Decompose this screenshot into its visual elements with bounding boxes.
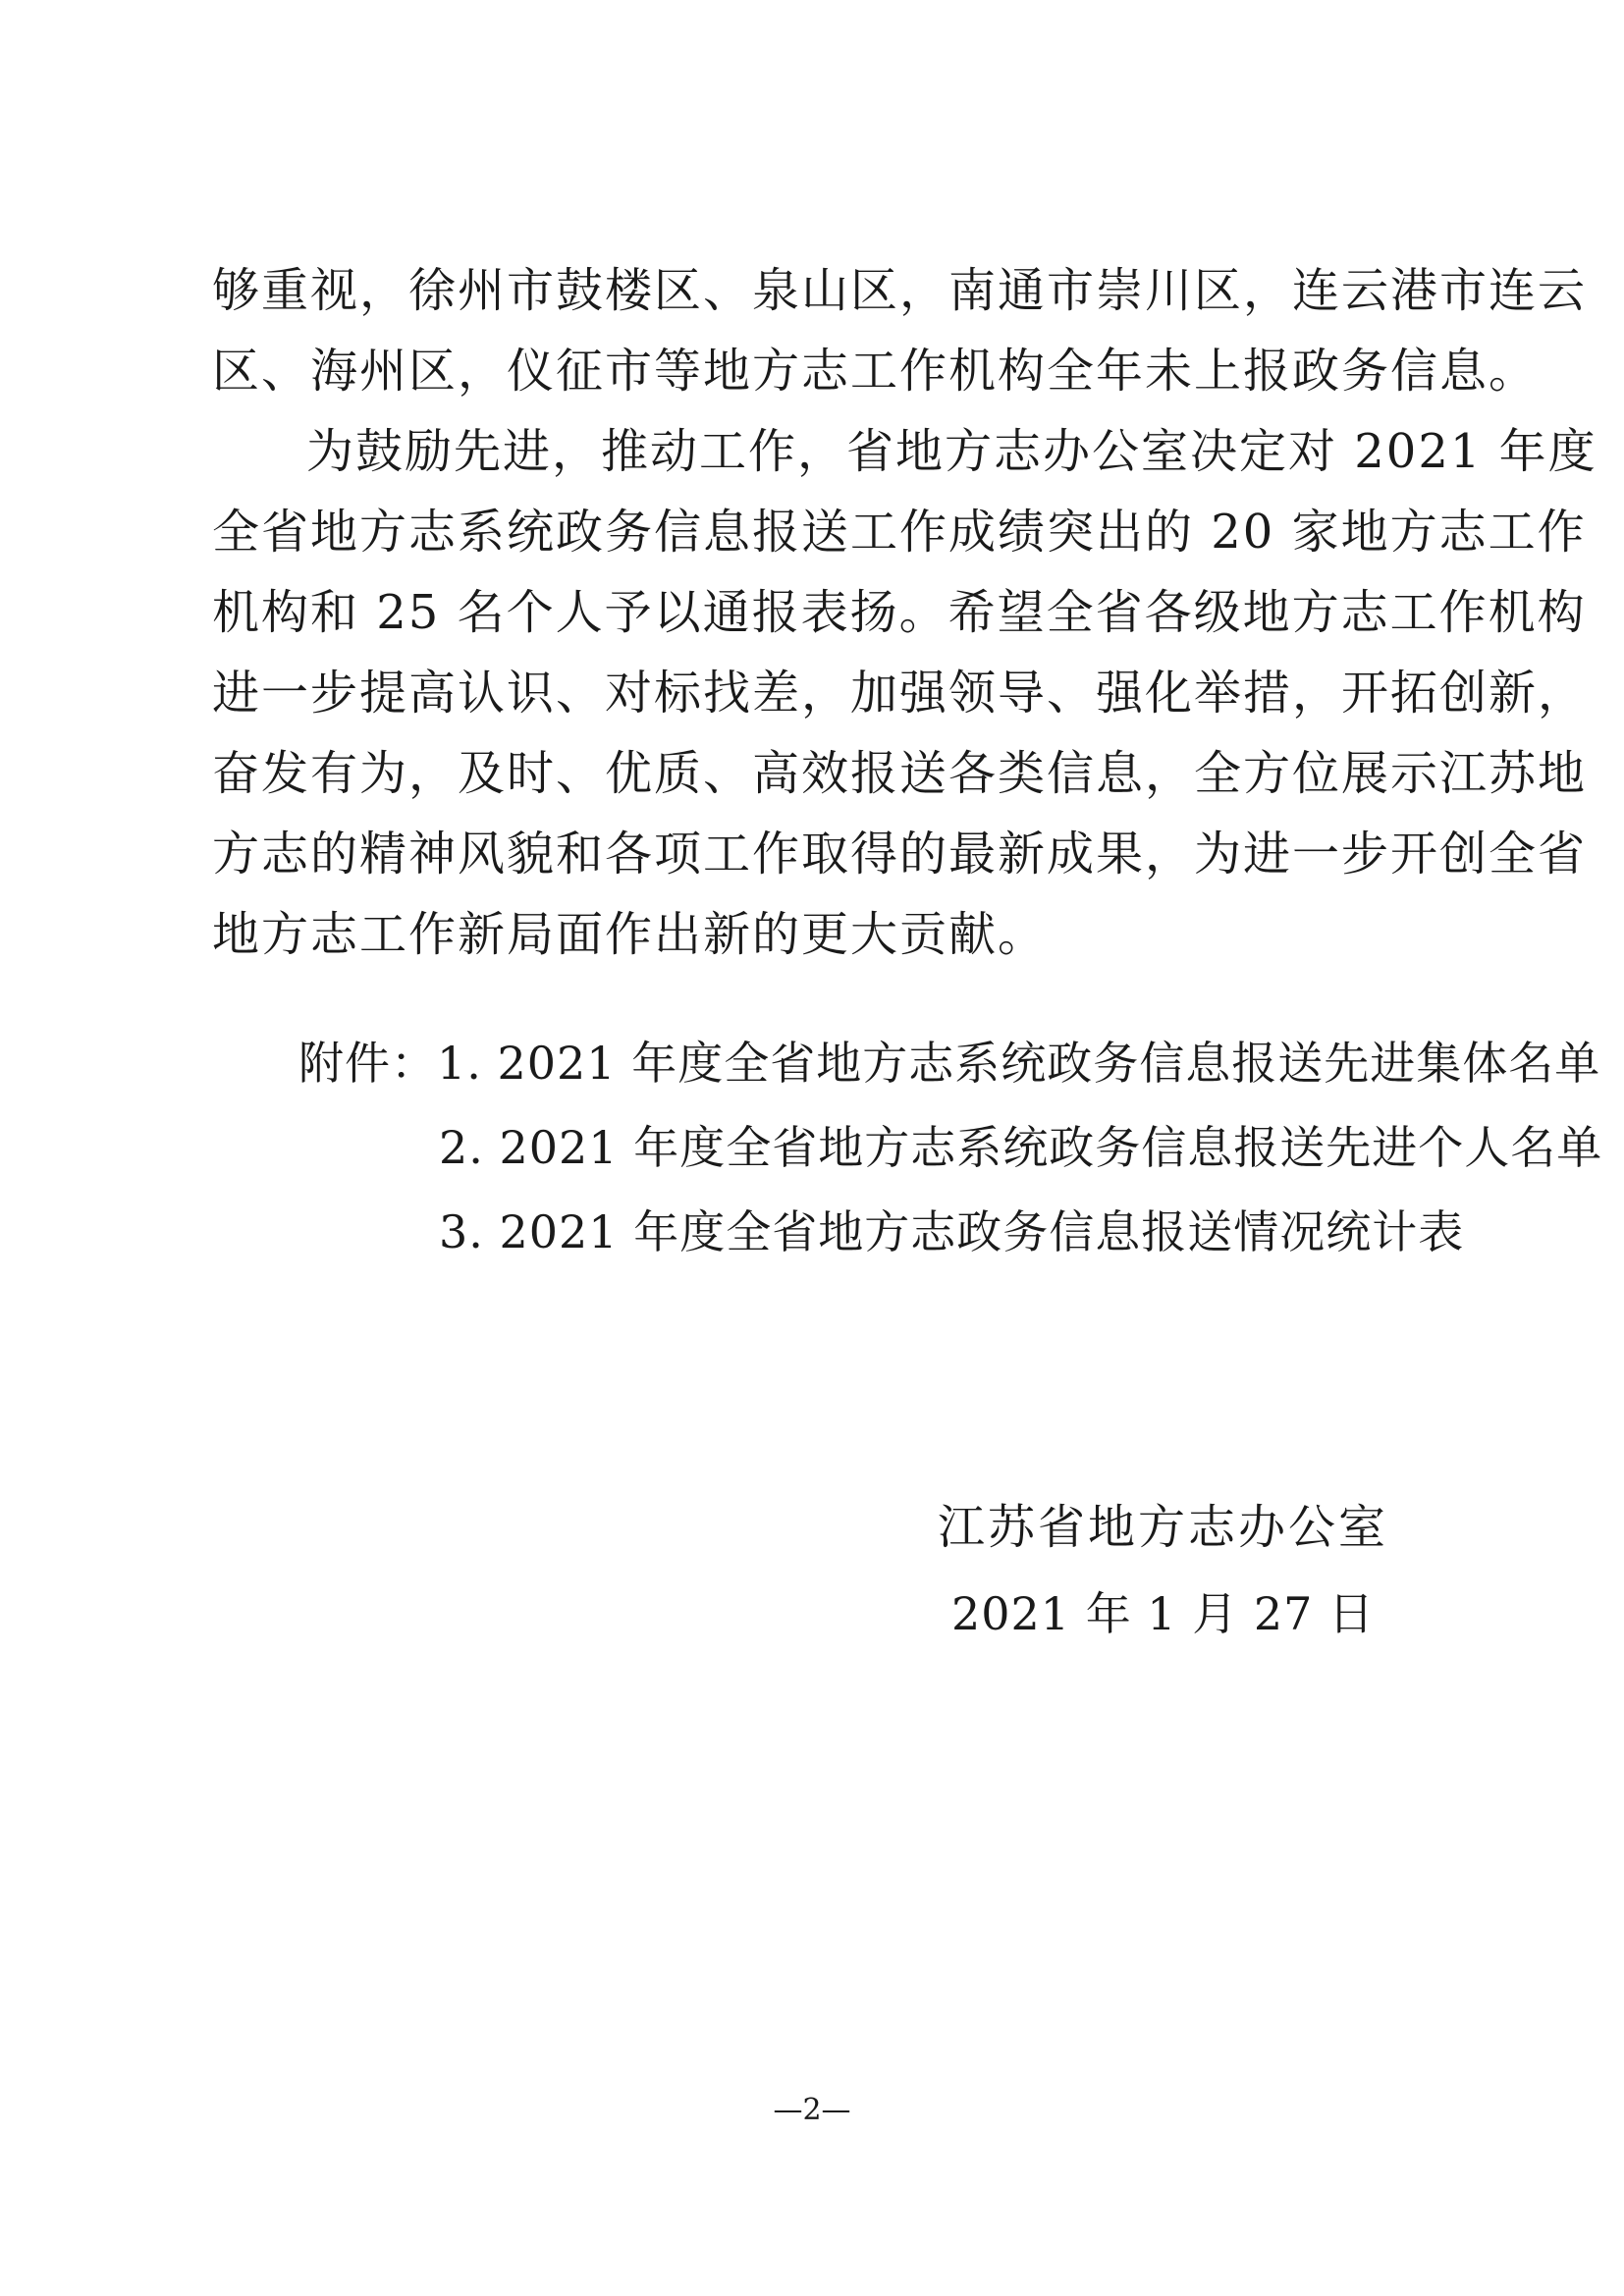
- attachments-label: 附件：: [298, 1037, 437, 1090]
- paragraph-line: 够重视，徐州市鼓楼区、泉山区，南通市崇川区，连云港市连云: [212, 263, 1588, 318]
- attachment-item-3: 3. 2021 年度全省地方志政务信息报送情况统计表: [439, 1205, 1465, 1258]
- paragraph-line: 机构和 25 名个人予以通报表扬。希望全省各级地方志工作机构: [212, 585, 1587, 640]
- issuing-organization: 江苏省地方志办公室: [938, 1500, 1389, 1555]
- paragraph-line: 为鼓励先进，推动工作，省地方志办公室决定对 2021 年度: [306, 424, 1597, 479]
- issue-date: 2021 年 1 月 27 日: [951, 1587, 1375, 1640]
- paragraph-line: 奋发有为，及时、优质、高效报送各类信息，全方位展示江苏地: [212, 746, 1588, 801]
- page-number: —2—: [773, 2093, 851, 2127]
- paragraph-line: 地方志工作新局面作出新的更大贡献。: [212, 907, 1048, 962]
- attachment-row-1: [298, 1021, 1602, 1105]
- attachments-list: [298, 1021, 1602, 1274]
- paragraph-line: 方志的精神风貌和各项工作取得的最新成果，为进一步开创全省: [212, 827, 1588, 881]
- signature-block: [938, 1484, 1388, 1657]
- paragraph-line: 全省地方志系统政务信息报送工作成绩突出的 20 家地方志工作: [212, 505, 1587, 560]
- paragraph-line: 进一步提高认识、对标找差，加强领导、强化举措，开拓创新，: [212, 666, 1588, 721]
- paragraph-line: 区、海州区，仪征市等地方志工作机构全年未上报政务信息。: [212, 344, 1539, 399]
- attachment-item-2: 2. 2021 年度全省地方志系统政务信息报送先进个人名单: [439, 1121, 1603, 1174]
- body-text: [212, 250, 1597, 975]
- attachment-item-1: 1. 2021 年度全省地方志系统政务信息报送先进集体名单: [437, 1037, 1601, 1090]
